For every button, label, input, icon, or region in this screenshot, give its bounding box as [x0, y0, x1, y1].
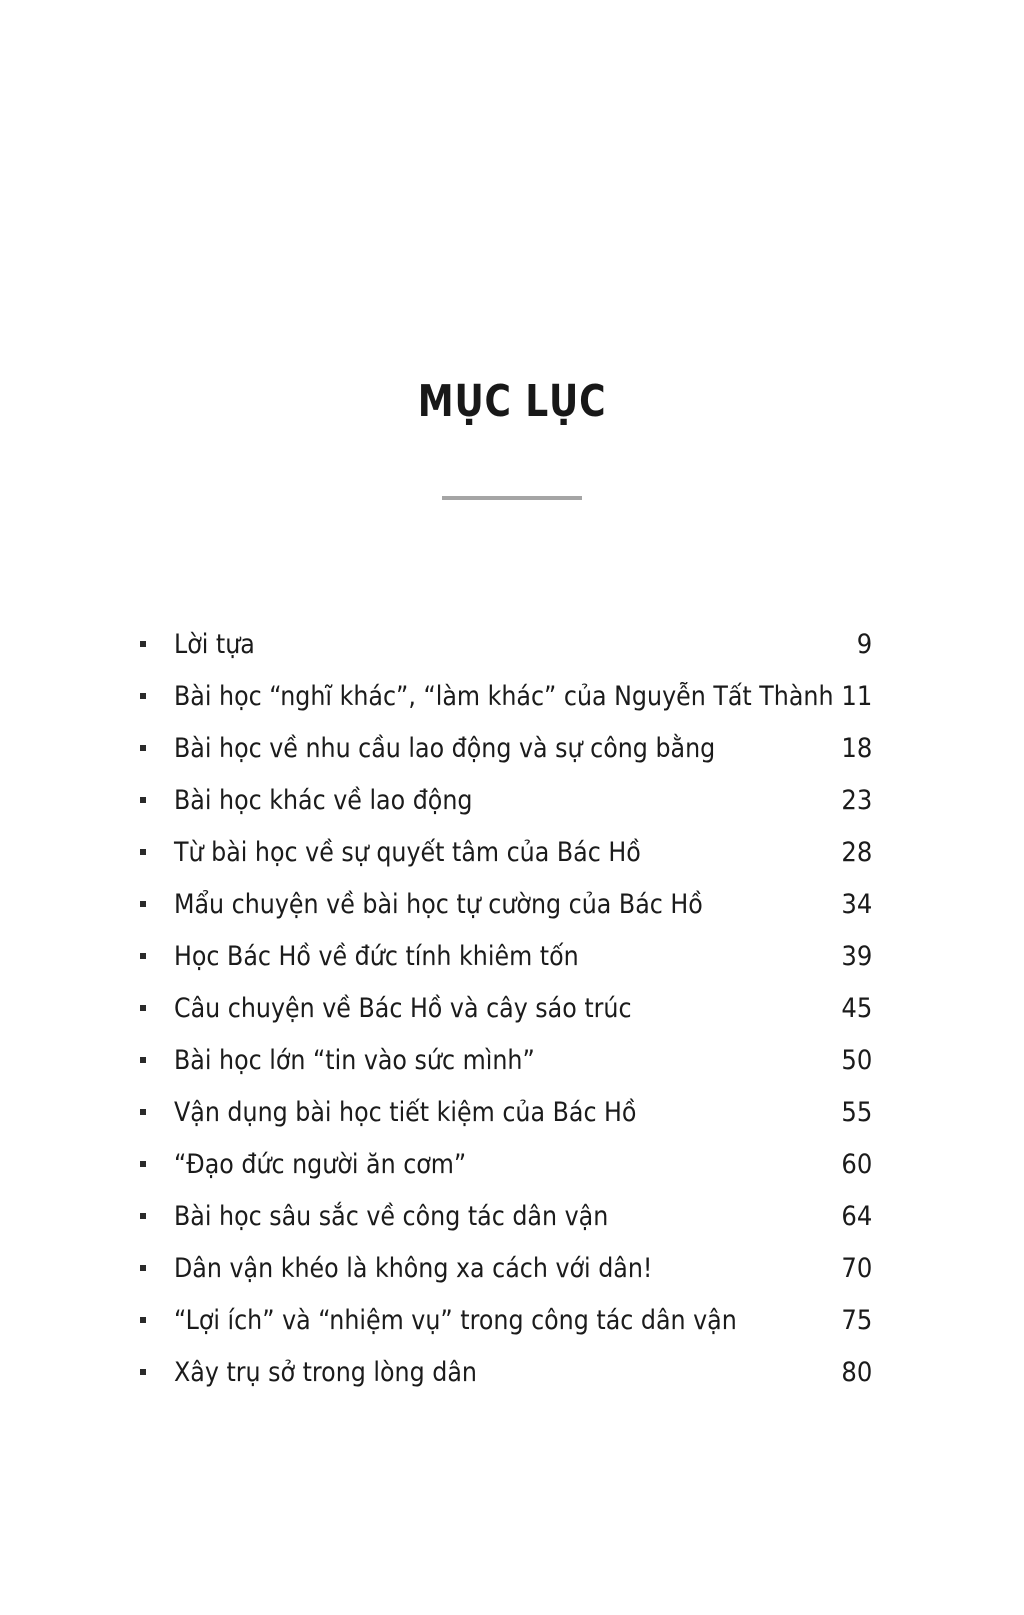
toc-entry [140, 1138, 872, 1190]
bullet-icon [140, 745, 146, 751]
toc-entry-title: Bài học “nghĩ khác”, “làm khác” của Nguyễn Tất Thành [174, 680, 834, 712]
toc-entry-page: 39 [841, 940, 872, 972]
bullet-icon [140, 1057, 146, 1063]
toc-entry [140, 982, 872, 1034]
bullet-icon [140, 1317, 146, 1323]
toc-entry [140, 826, 872, 878]
toc-entry-title: Dân vận khéo là không xa cách với dân! [174, 1252, 653, 1284]
page-title-text: MỤC LỤC [417, 376, 607, 427]
toc-entry-title: Bài học về nhu cầu lao động và sự công bằng [174, 732, 716, 764]
bullet-icon [140, 1265, 146, 1271]
toc-entry-title: “Lợi ích” và “nhiệm vụ” trong công tác dân vận [174, 1304, 737, 1336]
toc-entry [140, 670, 872, 722]
bullet-icon [140, 953, 146, 959]
toc-entry-title: Bài học khác về lao động [174, 784, 473, 816]
bullet-icon [140, 1213, 146, 1219]
bullet-icon [140, 1005, 146, 1011]
toc-entry-title: Mẩu chuyện về bài học tự cường của Bác Hồ [174, 888, 703, 920]
toc-entry-page: 34 [841, 888, 872, 920]
toc-entry-page: 55 [841, 1096, 872, 1128]
toc-entry-page: 28 [841, 836, 872, 868]
toc-entry-page: 75 [841, 1304, 872, 1336]
toc-entry-page: 18 [841, 732, 872, 764]
bullet-icon [140, 849, 146, 855]
toc-entry-title: Lời tựa [174, 628, 255, 660]
toc-entry-page: 60 [841, 1148, 872, 1180]
toc-entry-title: “Đạo đức người ăn cơm” [174, 1148, 467, 1180]
toc-entry-page: 80 [841, 1356, 872, 1388]
bullet-icon [140, 1369, 146, 1375]
toc-entry [140, 1034, 872, 1086]
toc-entry-title: Xây trụ sở trong lòng dân [174, 1356, 477, 1388]
toc-entry [140, 930, 872, 982]
bullet-icon [140, 797, 146, 803]
toc-entry-page: 11 [841, 680, 872, 712]
toc-entry [140, 774, 872, 826]
toc-entry [140, 722, 872, 774]
toc-entry-page: 23 [841, 784, 872, 816]
toc-entry [140, 618, 872, 670]
bullet-icon [140, 693, 146, 699]
bullet-icon [140, 641, 146, 647]
toc-entry [140, 878, 872, 930]
toc-entry [140, 1294, 872, 1346]
toc-entry [140, 1346, 872, 1398]
toc-entry-page: 64 [841, 1200, 872, 1232]
title-divider [442, 496, 582, 500]
toc-entry-title: Câu chuyện về Bác Hồ và cây sáo trúc [174, 992, 632, 1024]
bullet-icon [140, 1161, 146, 1167]
toc-entry-title: Bài học lớn “tin vào sức mình” [174, 1044, 535, 1076]
toc-entry [140, 1190, 872, 1242]
toc-entry-page: 9 [856, 628, 872, 660]
page-title [0, 378, 1024, 426]
toc-entry-title: Vận dụng bài học tiết kiệm của Bác Hồ [174, 1096, 637, 1128]
toc-entry-page: 70 [841, 1252, 872, 1284]
toc-entry-page: 50 [841, 1044, 872, 1076]
toc-entry [140, 1086, 872, 1138]
bullet-icon [140, 1109, 146, 1115]
bullet-icon [140, 901, 146, 907]
toc-entry-title: Học Bác Hồ về đức tính khiêm tốn [174, 940, 579, 972]
toc-entry [140, 1242, 872, 1294]
toc-list [0, 618, 1024, 1398]
toc-entry-title: Từ bài học về sự quyết tâm của Bác Hồ [174, 836, 641, 868]
toc-entry-title: Bài học sâu sắc về công tác dân vận [174, 1200, 609, 1232]
toc-entry-page: 45 [841, 992, 872, 1024]
